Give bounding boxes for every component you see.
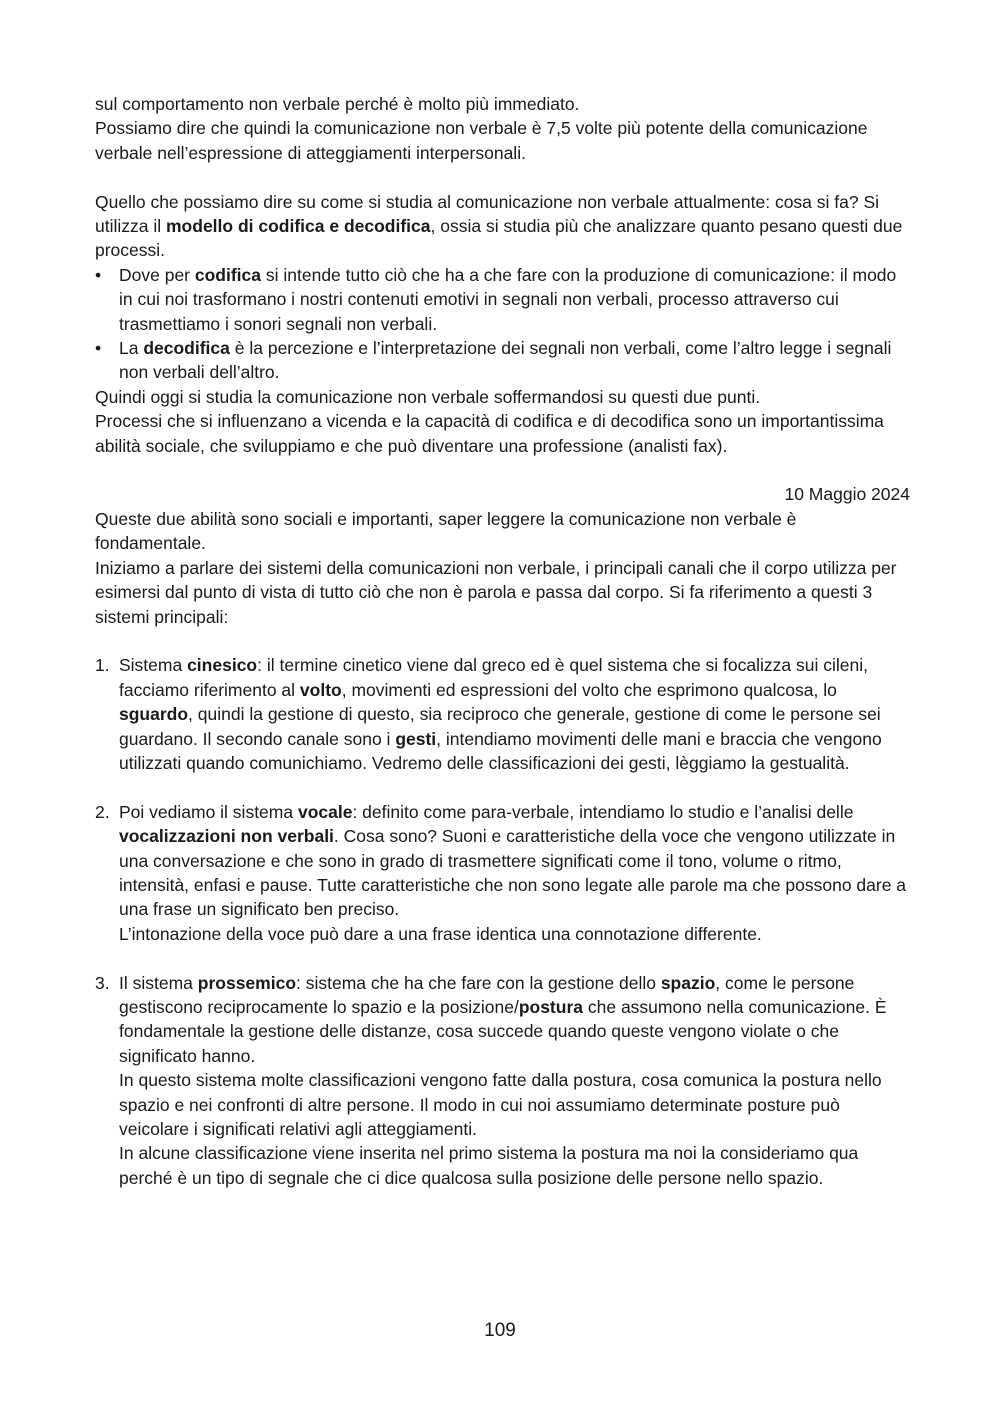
item-number: 1.: [95, 655, 110, 676]
paragraph: Iniziamo a parlare dei sistemi della comunicazioni non verbale, i principali canali che il corpo utilizza per esimersi dal punto di vista di tutto ciò che non è parola e passa dal corpo. Si fa riferimento a questi 3 sistemi principali:: [95, 557, 897, 627]
bullet-icon: •: [95, 338, 102, 359]
page-body: [95, 92, 910, 1190]
item-number: 2.: [95, 801, 110, 822]
paragraph: Queste due abilità sono sociali e importanti, saper leggere la comunicazione non verbale è fondamentale.: [95, 508, 797, 554]
numbered-item: 2. Poi vediamo il sistema vocale: definito come para-verbale, intendiamo lo studio e l’analisi delle vocalizzazioni non verbali. Cosa sono? Suoni e caratteristiche della voce che vengono utilizzate in una conversazione e che sono in grado di trasmettere significati come il tono, volume o ritmo, intensità, enfasi e pause. Tutte caratteristiche che non sono legate alle parole ma che possono dare a una frase un significato ben preciso. L’intonazione della voce può dare a una frase identica una connotazione differente.: [95, 801, 907, 944]
paragraph: Possiamo dire che quindi la comunicazione non verbale è 7,5 volte più potente della comunicazione verbale nell’espressione di atteggiamenti interpersonali.: [95, 118, 868, 163]
paragraph: Processi che si influenzano a vicenda e la capacità di codifica e di decodifica sono un importantissima abilità sociale, che sviluppiamo e che può diventare una professione (analisti fax).: [95, 411, 884, 456]
bullet-icon: •: [95, 264, 102, 285]
page-number: 109: [484, 1320, 516, 1341]
paragraph: Quindi oggi si studia la comunicazione non verbale soffermandosi su questi due punti.: [95, 386, 761, 407]
paragraph: sul comportamento non verbale perché è molto più immediato.: [95, 94, 580, 114]
list-item: • La decodifica è la percezione e l’interpretazione dei segnali non verbali, come l’altro legge i segnali non verbali dell’altro.: [95, 338, 892, 383]
item-number: 3.: [95, 972, 110, 993]
paragraph: Quello che possiamo dire su come si studia al comunicazione non verbale attualmente: cosa si fa? Si utilizza il modello di codifica e decodifica, ossia si studia più che analizzare quanto pesano questi due processi.: [95, 191, 903, 261]
numbered-item: 3. Il sistema prossemico: sistema che ha che fare con la gestione dello spazio, come le persone gestiscono reciprocamente lo spazio e la posizione/postura che assumono nella comunicazione. È fondamentale la gestione delle distanze, cosa succede quando queste vengono violate o che significato hanno. In questo sistema molte classificazioni vengono fatte dalla postura, cosa comunica la postura nello spazio e nei confronti di altre persone. Il modo in cui noi assumiamo determinate posture può veicolare i significati relativi agli atteggiamenti. In alcune classificazione viene inserita nel primo sistema la postura ma noi la consideriamo qua perché è un tipo di segnale che ci dice qualcosa sulla posizione delle persone nello spazio.: [95, 972, 887, 1188]
numbered-item: 1. Sistema cinesico: il termine cinetico viene dal greco ed è quel sistema che si focalizza sui cileni, facciamo riferimento al volto, movimenti ed espressioni del volto che esprimono qualcosa, lo sguardo, quindi la gestione di questo, sia reciproco che generale, gestione di come le persone sei guardano. Il secondo canale sono i gesti, intendiamo movimenti delle mani e braccia che vengono utilizzati quando comunichiamo. Vedremo delle classificazioni dei gesti, lèggiamo la gestualità.: [95, 655, 882, 773]
list-item: • Dove per codifica si intende tutto ciò che ha a che fare con la produzione di comunicazione: il modo in cui noi trasformano i nostri contenuti emotivi in segnali non verbali, processo attraverso cui trasmettiamo i sonori segnali non verbali.: [95, 264, 897, 334]
lecture-date: 10 Maggio 2024: [784, 484, 910, 505]
